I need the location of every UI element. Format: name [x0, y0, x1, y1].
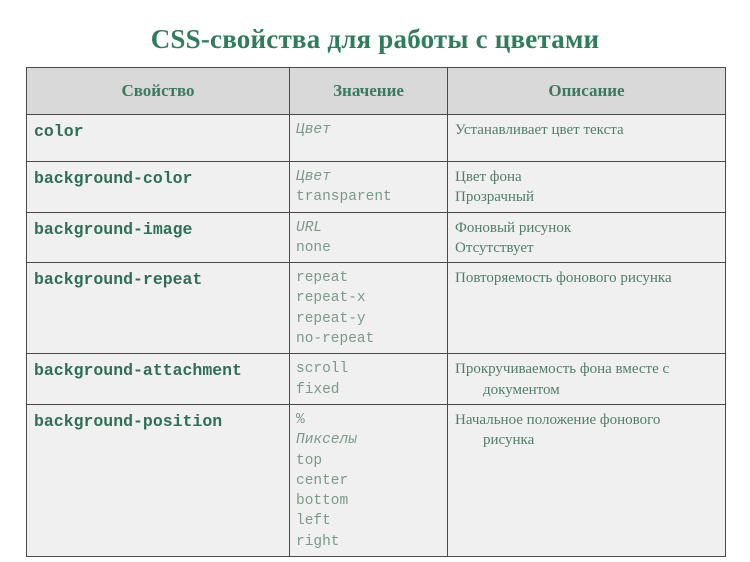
property-cell — [27, 162, 290, 213]
description-cell — [448, 115, 726, 162]
slide-title: CSS-свойства для работы с цветами — [150, 24, 600, 54]
property-cell — [27, 404, 290, 556]
value-item: no-repeat — [296, 331, 375, 348]
value-item: repeat-y — [296, 310, 366, 327]
description-line: Цвет фона — [455, 169, 522, 185]
values-cell — [290, 115, 448, 162]
value-item: bottom — [296, 493, 349, 510]
value-item: Пикселы — [296, 432, 357, 449]
table-row — [27, 404, 726, 556]
description-line: документом — [483, 381, 560, 398]
value-item: scroll — [296, 361, 349, 378]
value-item: fixed — [296, 381, 340, 398]
property-name: background-image — [34, 219, 193, 239]
description-line: Устанавливает цвет текста — [455, 122, 624, 138]
value-item: left — [296, 513, 331, 530]
css-properties-table — [26, 67, 726, 557]
description-cell — [448, 263, 726, 354]
table-row — [27, 115, 726, 162]
value-item: % — [296, 411, 305, 428]
column-header-description: Описание — [448, 68, 726, 115]
property-name: background-repeat — [34, 270, 203, 290]
value-item: center — [296, 472, 349, 489]
table-row — [27, 354, 726, 405]
property-cell — [27, 354, 290, 405]
value-item: right — [296, 533, 340, 550]
description-line: Фоновый рисунок — [455, 219, 572, 236]
property-cell — [27, 263, 290, 354]
value-item: none — [296, 239, 331, 256]
property-cell — [27, 115, 290, 162]
table-row — [27, 162, 726, 213]
column-header-value: Значение — [290, 68, 448, 115]
description-cell — [448, 212, 726, 263]
table-row — [27, 212, 726, 263]
value-item: transparent — [296, 189, 392, 206]
value-item: Цвет — [296, 169, 331, 185]
property-name: background-attachment — [34, 361, 242, 381]
description-line: Прокручиваемость фона вместе с — [455, 361, 670, 378]
values-cell — [290, 404, 448, 556]
description-cell — [448, 162, 726, 213]
column-header-property: Свойство — [27, 68, 290, 115]
description-line: Прозрачный — [455, 189, 534, 206]
value-item: Цвет — [296, 122, 331, 138]
value-item: repeat — [296, 270, 349, 287]
values-cell — [290, 212, 448, 263]
description-line: Начальное положение фонового — [455, 411, 661, 428]
property-name: color — [34, 122, 84, 141]
values-cell — [290, 162, 448, 213]
value-item: URL — [296, 219, 323, 236]
values-cell — [290, 354, 448, 405]
property-name: background-position — [34, 411, 223, 431]
description-line: Отсутствует — [455, 239, 534, 256]
property-name: background-color — [34, 169, 193, 188]
table-header-row — [27, 68, 726, 115]
property-cell — [27, 212, 290, 263]
value-item: top — [296, 452, 323, 469]
description-cell — [448, 354, 726, 405]
values-cell — [290, 263, 448, 354]
description-cell — [448, 404, 726, 556]
table-row — [27, 263, 726, 354]
description-line: Повторяемость фонового рисунка — [455, 270, 672, 287]
value-item: repeat-x — [296, 290, 366, 307]
description-line: рисунка — [483, 432, 535, 449]
